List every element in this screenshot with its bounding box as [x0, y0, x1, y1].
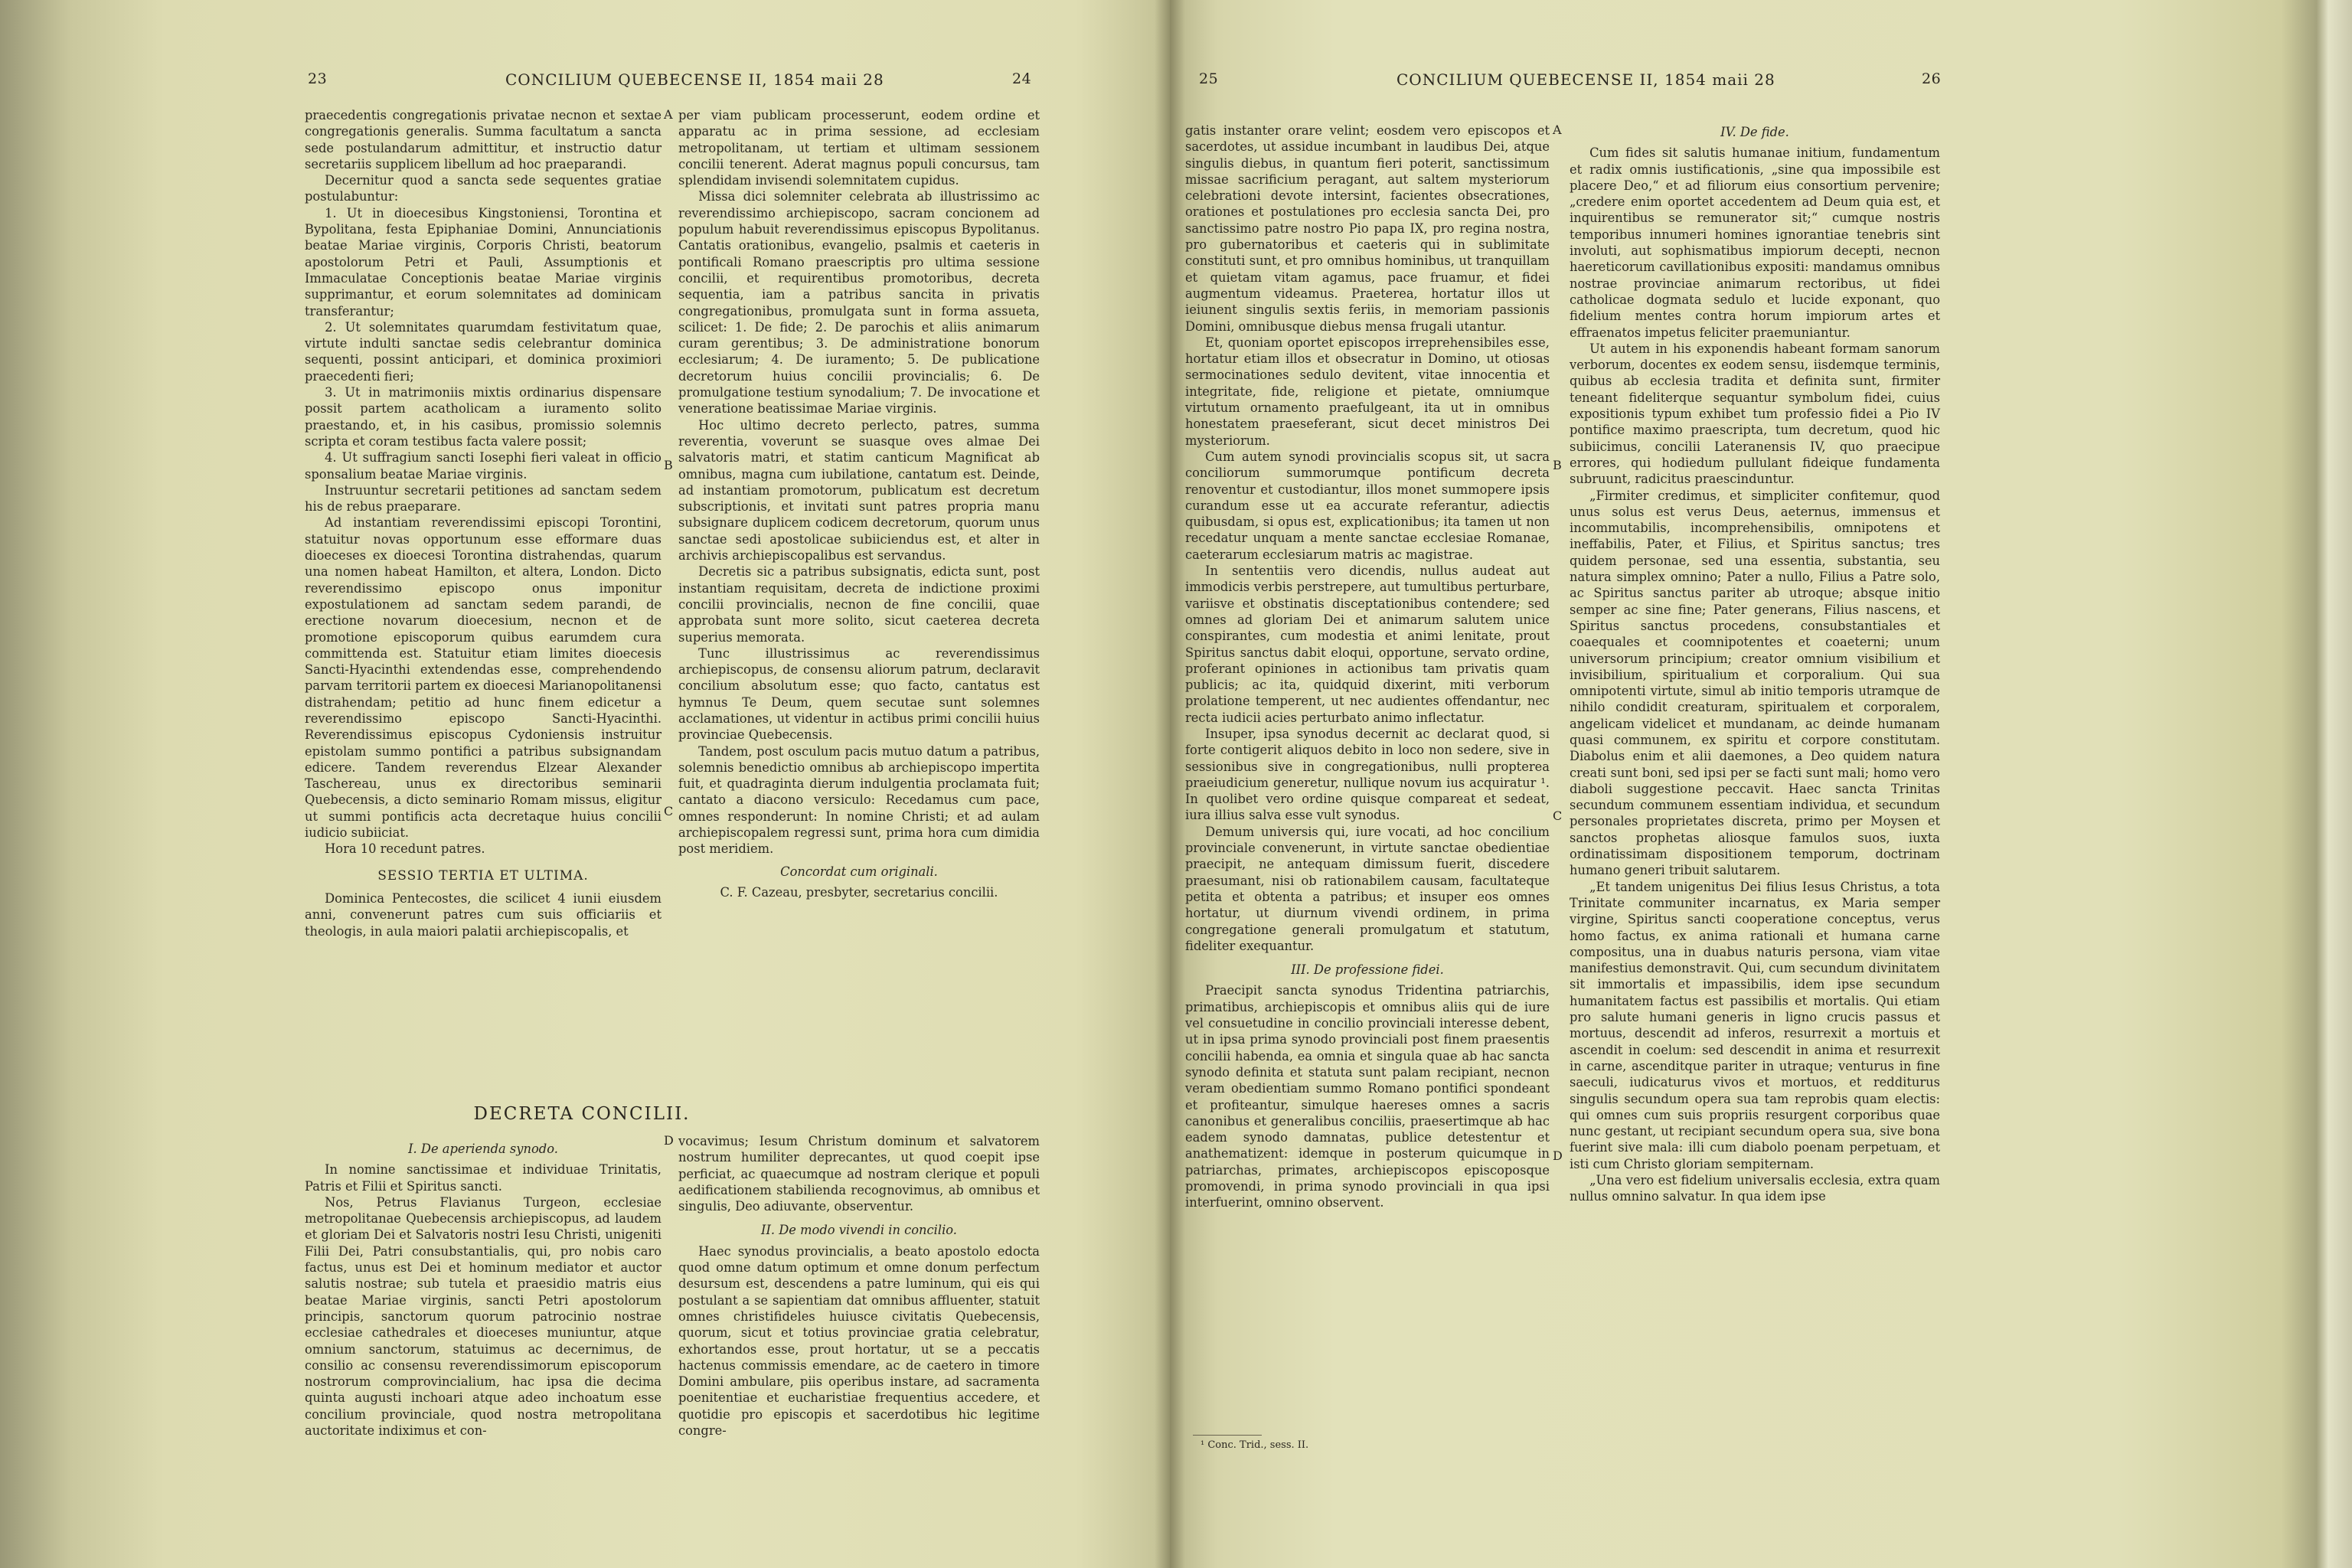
paragraph: Decernitur quod a sancta sede sequentes gratiae postulabuntur: — [305, 173, 662, 204]
section-heading: I. De aperienda synodo. — [408, 1142, 558, 1156]
paragraph: Missa dici solemniter celebrata ab illustrissimo ac reverendissimo archiepiscopo, sacram concionem ad populum habuit reverendissimus episcopus Bypolitanus. Cantatis orationibus, evangelio, psalmis et caeteris in pontificali Romano praescriptis pro ultima sessione concilii, et requirentibus promotoribus, decreta sequentia, iam a patribus sancita in privatis congregationibus, promulgata sunt in forma assueta, scilicet: 1. De fide; 2. De parochis et aliis animarum curam gerentibus; 3. De administratione bonorum ecclesiarum; 4. De iuramento; 5. De publicatione decretorum huius concilii provincialis; 6. De promulgatione testium synodalium; 7. De invocatione et veneratione beatissimae Mariae virginis. — [678, 189, 1040, 416]
paragraph: Cum fides sit salutis humanae initium, fundamentum et radix omnis iustificationis, „sine qua impossibile est placere Deo,“ et ad filiorum eius consortium pervenire; „credere enim oportet accedentem ad Deum quia est, et inquirentibus se remunerator sit;“ cumque nostris temporibus innumeri homines ignorantiae tenebris sint involuti, aut sophismatibus impiorum decepti, necnon haereticorum cavillationibus expositi: mandamus omnibus nostrae provinciae animarum rectoribus, ut fidei catholicae dogmata sedulo et lucide exponant, quo fidelium mentes contra horum impiorum artes et effraenatos impetus feliciter praemuniantur. — [1570, 145, 1940, 340]
margin-letter-a: A — [664, 107, 673, 122]
signature-line: C. F. Cazeau, presbyter, secretarius concilii. — [720, 884, 998, 900]
paragraph: gatis instanter orare velint; eosdem vero episcopos et sacerdotes, ut assidue incumbant in laudibus Dei, atque singulis diebus, in quantum fieri poterit, sanctissimum missae sacrificium peragant, aut saltem mysteriorum celebrationi devote intersint, facientes obsecrationes, orationes et postulationes pro ecclesia sancta Dei, pro sanctissimo patre nostro Pio papa IX, pro regina nostra, pro gubernatoribus et caeteris qui in sublimitate constituti sunt, et pro omnibus hominibus, ut tranquillam et quietam vitam agamus, pace fruamur, et fidei augmentum videamus. Praeterea, hortatur illos ut ieiunent singulis sextis feriis, in memoriam passionis Domini, omnibusque diebus mensa frugali utantur. — [1185, 123, 1550, 334]
margin-letter-c: C — [1553, 808, 1563, 823]
paragraph: Et, quoniam oportet episcopos irreprehensibiles esse, hortatur etiam illos et obsecratur in Domino, ut otiosas sermocinationes sedulo devitent, vitae innocentia et integritate, fide, religione et pietate, omniumque virtutum ornamento praefulgeant, ita ut in omnibus honestatem praeseferant, sicut decet ministros Dei mysteriorum. — [1185, 335, 1550, 448]
paragraph: Hoc ultimo decreto perlecto, patres, summa reverentia, voverunt se suasque oves almae Dei salvatoris matri, et statim canticum Magnificat ab omnibus, magna cum iubilatione, cantatum est. Deinde, ad instantiam promotorum, publicatum est decretum subscriptionis, et invitati sunt patres propria manu subsignare duplicem codicem decretorum, quorum unus sanctae sedi apostolicae subiiciendus est, et alter in archivis archiepiscopalibus est servandus. — [678, 417, 1040, 564]
section-heading: II. De modo vivendi in concilio. — [761, 1223, 957, 1238]
footnote-rule — [1193, 1435, 1262, 1436]
paragraph: Nos, Petrus Flavianus Turgeon, ecclesiae metropolitanae Quebecensis archiepiscopus, ad laudem et gloriam Dei et Salvatoris nostri Iesu Christi, unigeniti Filii Dei, Patri consubstantialis, qui, pro nobis caro factus, unus est Dei et hominum mediator et auctor salutis nostrae; sub tutela et praesidio matris eius beatae Mariae virginis, sancti Petri apostolorum principis, sanctorum quorum patrocinio nostrae ecclesiae cathedrales et dioeceses muniuntur, atque omnium sanctorum, statuimus ac decernimus, de consilio ac consensu reverendissimorum episcoporum nostrorum comprovincialium, hac ipsa die decima quinta augusti inchoari atque adeo inchoatum esse concilium provinciale, quod nostra metropolitana auctoritate indiximus et con- — [305, 1194, 662, 1439]
margin-letter-b: B — [1553, 458, 1562, 472]
session-heading: SESSIO TERTIA ET ULTIMA. — [377, 867, 589, 884]
margin-letter-b: B — [664, 458, 673, 472]
paragraph: „Et tandem unigenitus Dei filius Iesus Christus, a tota Trinitate communiter incarnatus, ex Maria semper virgine, Spiritus sancti cooperatione conceptus, verus homo factus, ex anima rationali et humana carne compositus, una in duabus naturis persona, viam vitae manifestius demonstravit. Qui, cum secundum divinitatem sit immortalis et impassibilis, idem ipse secundum humanitatem factus est passibilis et mortalis. Qui etiam pro salute humani generis in ligno crucis passus et mortuus, descendit ad inferos, resurrexit a mortuis et ascendit in coelum: sed descendit in anima et resurrexit in carne, ascenditque pariter in utraque; venturus in fine saeculi, iudicaturus vivos et mortuos, et redditurus singulis secundum opera sua tam reprobis quam electis: qui omnes cum suis propriis resurgent corporibus quae nunc gestant, ut recipiant secundum opera sua, sive bona fuerint sive mala: illi cum diabolo poenam perpetuam, et isti cum Christo gloriam sempiternam. — [1570, 879, 1940, 1171]
left-column-3 — [305, 1133, 662, 1439]
page-number-25: 25 — [1199, 70, 1219, 87]
section-heading: IV. De fide. — [1720, 125, 1789, 139]
paragraph: Haec synodus provincialis, a beato apostolo edocta quod omne datum optimum et omne donum perfectum desursum est, descendens a patre luminum, qui eis qui postulant a se sapientiam dat omnibus affluenter, statuit omnes christifideles huiusce civitatis Quebecensis, quorum, sicut et totius provinciae gratia celebratur, exhortandos esse, prout hortatur, ut se a peccatis hactenus commissis emendare, ac de caetero in timore Domini ambulare, piis operibus instare, ad sacramenta poenitentiae et eucharistiae frequentius accedere, et quotidie pro episcopis et sacerdotibus hic legitime congre- — [678, 1243, 1040, 1439]
paragraph: Cum autem synodi provincialis scopus sit, ut sacra conciliorum summorumque pontificum decreta renoventur et custodiantur, illos monet summopere ipsis curandum esse ut ea accurate referantur, adiectis quibusdam, si opus est, explicationibus; ita tamen ut non recedatur unquam a mente sanctae ecclesiae Romanae, caeterarum ecclesiarum matris ac magistrae. — [1185, 449, 1550, 562]
paragraph: 2. Ut solemnitates quarumdam festivitatum quae, virtute indulti sanctae sedis celebrantur dominica sequenti, possint anticipari, et dominica proximiori praecedenti fieri; — [305, 319, 662, 384]
paragraph: praecedentis congregationis privatae necnon et sextae congregationis generalis. Summa facultatum a sancta sede postulandarum admittitur, et instructio datur secretariis supplicem libellum ad hoc praeparandi. — [305, 108, 662, 172]
running-title-left: CONCILIUM QUEBECENSE II, 1854 maii 28 — [505, 70, 884, 89]
decreta-heading: DECRETA CONCILII. — [473, 1104, 691, 1124]
book-gutter — [1155, 0, 1185, 1568]
left-column-2 — [678, 107, 1040, 900]
right-page — [1170, 0, 2352, 1568]
paragraph: 4. Ut suffragium sancti Iosephi fieri valeat in officio sponsalium beatae Mariae virginis. — [305, 450, 662, 482]
right-column-1 — [1185, 122, 1550, 1211]
margin-letter-d: D — [664, 1133, 674, 1148]
concordat-line: Concordat cum originali. — [780, 864, 938, 879]
paragraph: Tandem, post osculum pacis mutuo datum a patribus, solemnis benedictio omnibus ab archiepiscopo impertita fuit, et quadraginta dierum indulgentia proclamata fuit; cantato a diacono versiculo: Recedamus cum pace, omnes responderunt: In nomine Christi; et ad aulam archiepiscopalem regressi sunt, prima hora cum dimidia post meridiem. — [678, 743, 1040, 857]
page-number-23: 23 — [308, 70, 328, 87]
paragraph: „Una vero est fidelium universalis ecclesia, extra quam nullus omnino salvatur. In qua idem ipse — [1570, 1173, 1940, 1204]
left-column-4 — [678, 1133, 1040, 1439]
paragraph: Insuper, ipsa synodus decernit ac declarat quod, si forte contigerit aliquos debito in loco non sedere, sive in sessionibus sive in congregationibus, nulli propterea praeiudicium generetur, nullique novum ius acquiratur ¹. In quolibet vero ordine quisque compareat et sedeat, iura illius salva esse vult synodus. — [1185, 726, 1550, 823]
paragraph: In nomine sanctissimae et individuae Trinitatis, Patris et Filii et Spiritus sancti. — [305, 1162, 662, 1194]
page-number-26: 26 — [1922, 70, 1942, 87]
paragraph: Demum universis qui, iure vocati, ad hoc concilium provinciale convenerunt, in virtute sanctae obedientiae praecipit, ne antequam dimissum fuerit, discedere praesumant, nisi ob rationabilem causam, facultateque petita et obtenta a patribus; et insuper eos omnes hortatur, ut diurnum vivendi ordinem, in prima congregatione generali promulgatum et statutum, fideliter exequantur. — [1185, 824, 1550, 953]
right-column-2 — [1570, 122, 1940, 1205]
paragraph: „Firmiter credimus, et simpliciter confitemur, quod unus solus est verus Deus, aeternus, immensus et incommutabilis, incomprehensibilis, omnipotens et ineffabilis, Pater, et Filius, et Spiritus sanctus; tres quidem personae, sed una essentia, substantia, seu natura simplex omnino; Pater a nullo, Filius a Patre solo, ac Spiritus sanctus pariter ab utroque; absque initio semper ac sine fine; Pater generans, Filius nascens, et Spiritus sanctus procedens, consubstantiales et coaequales et coomnipotentes et coaeterni; unum universorum principium; creator omnium visibilium et invisibilium, spiritualium et corporalium. Qui sua omnipotenti virtute, simul ab initio temporis utramque de nihilo condidit creaturam, spiritualem et corporalem, angelicam videlicet et mundanam, ac deinde humanam quasi communem, ex spiritu et corpore constitutam. Diabolus enim et alii daemones, a Deo quidem natura creati sunt boni, sed ipsi per se facti sunt mali; homo vero diaboli suggestione peccavit. Haec sancta Trinitas secundum communem essentiam individua, et secundum personales proprietates discreta, primo per Moysen et sanctos prophetas aliosque famulos suos, iuxta ordinatissimam dispositionem temporum, doctrinam humano generi tribuit salutarem. — [1570, 488, 1940, 878]
running-title-right: CONCILIUM QUEBECENSE II, 1854 maii 28 — [1396, 70, 1775, 89]
margin-letter-c: C — [664, 804, 674, 818]
page-number-24: 24 — [1012, 70, 1032, 87]
paragraph: Ut autem in his exponendis habeant formam sanorum verborum, docentes ex eodem sensu, iisdemque terminis, quibus ab ecclesia tradita et definita sunt, firmiter teneant fideliterque sequantur symbolum fidei, cuius expositionis typum exhibet tum professio fidei a Pio IV pontifice maximo praescripta, tum decretum, quod hic subiicimus, concilii Lateranensis IV, quo praecipue errores, qui hodiedum pullulant fideique fundamenta subruunt, radicitus praescinduntur. — [1570, 341, 1940, 487]
paragraph: Hora 10 recedunt patres. — [325, 841, 485, 857]
section-heading: III. De professione fidei. — [1291, 962, 1444, 978]
paragraph: Decretis sic a patribus subsignatis, edicta sunt, post instantiam requisitam, decreta de indictione proximi concilii provincialis, necnon de fine concilii, quae approbata sunt more solito, sicut caeterea decreta superius memorata. — [678, 564, 1040, 645]
left-page — [0, 0, 1170, 1568]
paragraph: Instruuntur secretarii petitiones ad sanctam sedem his de rebus praeparare. — [305, 482, 662, 514]
paragraph: Tunc illustrissimus ac reverendissimus archiepiscopus, de consensu aliorum patrum, declaravit concilium absolutum esse; quo facto, cantatus est hymnus Te Deum, quem secutae sunt solemnes acclamationes, ut videntur in actibus primi concilii huius provinciae Quebecensis. — [678, 645, 1040, 743]
paragraph: per viam publicam processerunt, eodem ordine et apparatu ac in prima sessione, ad ecclesiam metropolitanam, ut tertiam et ultimam sessionem concilii tenerent. Aderat magnus populi concursus, tam splendidam invisendi solemnitatem cupidus. — [678, 108, 1040, 188]
paragraph: 3. Ut in matrimoniis mixtis ordinarius dispensare possit partem acatholicam a iuramento solito praestando, et, in his casibus, promissio solemnis scripta et coram testibus facta valere possit; — [305, 385, 662, 449]
paragraph: vocavimus; Iesum Christum dominum et salvatorem nostrum humiliter deprecantes, ut quod coepit ipse perficiat, ac quaecumque ad nostram clerique et populi aedificationem stabilienda recognovimus, ab omnibus et singulis, Deo adiuvante, observentur. — [678, 1134, 1040, 1214]
left-column-1 — [305, 107, 662, 939]
paragraph: In sententiis vero dicendis, nullus audeat aut immodicis verbis perstrepere, aut tumultibus perturbare, variisve et obstinatis disceptationibus contendere; sed omnes ad gloriam Dei et animarum salutem unice conspirantes, cum modestia et animi lenitate, prout Spiritus sanctus dabit eloqui, opportune, servato ordine, proferant opiniones in actionibus tam privatis quam publicis; ac ita, quidquid dixerint, miti verborum prolatione temperent, ut nec audientes offendantur, nec recta iudicii acies perturbato animo inflectatur. — [1185, 564, 1550, 725]
footnote: ¹ Conc. Trid., sess. II. — [1200, 1439, 1309, 1451]
paragraph: Dominica Pentecostes, die scilicet 4 iunii eiusdem anni, convenerunt patres cum suis officiariis et theologis, in aula maiori palatii archiepiscopalis, et — [305, 890, 662, 939]
margin-letter-d: D — [1553, 1148, 1563, 1163]
paragraph: Praecipit sancta synodus Tridentina patriarchis, primatibus, archiepiscopis et omnibus aliis qui de iure vel consuetudine in concilio provinciali interesse debent, ut in ipsa prima synodo provinciali post finem praesentis concilii habenda, ea omnia et singula quae ab hac sancta synodo definita et statuta sunt palam recipiant, necnon veram obedientiam summo Romano pontifici spondeant et profiteantur, simulque haereses omnes a sacris canonibus et generalibus conciliis, praesertimque ab hac eadem synodo damnatas, publice detestentur et anathematizent: idemque in posterum quicumque in patriarchas, primates, archiepiscopos episcoposque promovendi, in prima synodo provinciali in qua ipsi interfuerint, omnino observent. — [1185, 983, 1550, 1210]
paragraph: Ad instantiam reverendissimi episcopi Torontini, statuitur novas opportunum esse efformare duas dioeceses ex dioecesi Torontina distrahendas, quarum una nomen habeat Hamilton, et altera, London. Dicto reverendissimo episcopo onus imponitur expostulationem ad sanctam sedem parandi, de erectione novarum dioecesium, necnon et de promotione episcoporum quibus earumdem cura committenda est. Statuitur etiam limites dioecesis Sancti-Hyacinthi extendendas esse, comprehendendo parvam territorii partem ex dioecesi Marianopolitanensi distrahendam; petitio ad hunc finem edicetur a reverendissimo episcopo Sancti-Hyacinthi. Reverendissimus episcopus Cydoniensis instruitur epistolam summo pontifici a patribus subsignandam edicere. Tandem reverendus Elzear Alexander Taschereau, unus ex directoribus seminarii Quebecensis, a dicto seminario Romam missus, eligitur ut summi pontificis acta decretaque huius concilii iudicio subiiciat. — [305, 515, 662, 841]
margin-letter-a: A — [1553, 122, 1562, 137]
paragraph: 1. Ut in dioecesibus Kingstoniensi, Torontina et Bypolitana, festa Epiphaniae Domini, Annunciationis beatae Mariae virginis, Corporis Christi, beatorum apostolorum Petri et Pauli, Assumptionis et Immaculatae Conceptionis beatae Mariae virginis supprimantur, et eorum solemnitates ad dominicam transferantur; — [305, 205, 662, 318]
